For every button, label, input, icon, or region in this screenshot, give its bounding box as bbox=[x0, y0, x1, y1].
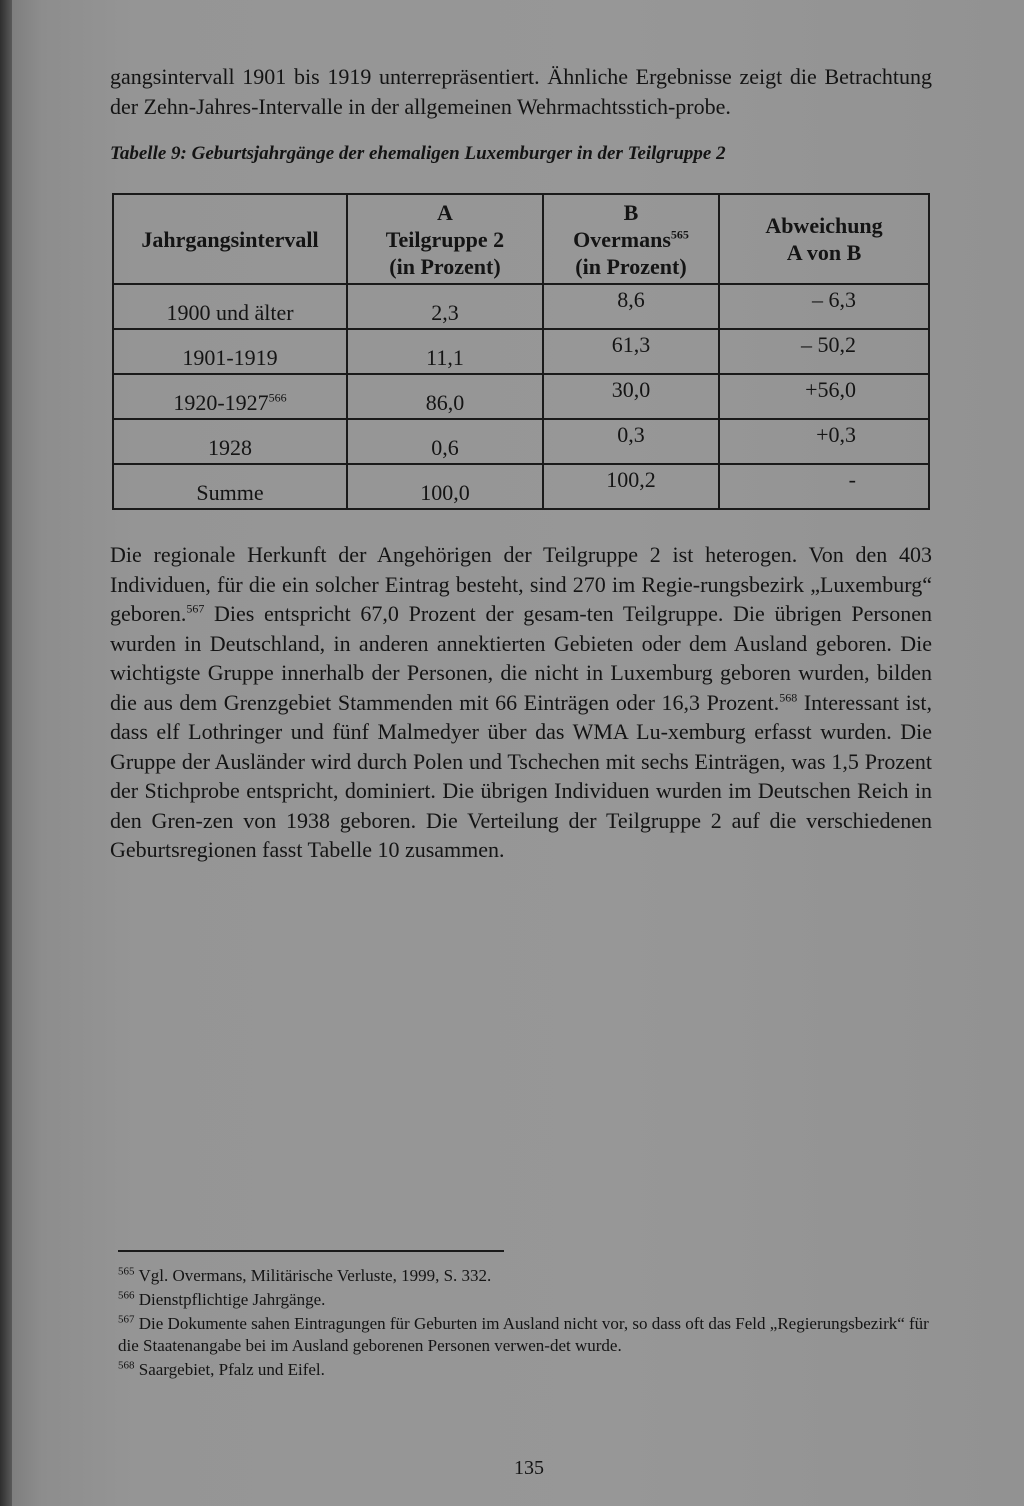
intro-paragraph: gangsintervall 1901 bis 1919 unterrepräsentiert. Ähnliche Ergebnisse zeigt die Betrachtung der Zehn-Jahres-Intervalle in der allgemeinen Wehrmachtsstich-probe. bbox=[110, 64, 932, 119]
header-interval-label: Jahrgangsintervall bbox=[141, 226, 319, 252]
header-deviation bbox=[719, 194, 929, 284]
footnote-565 bbox=[118, 1265, 930, 1287]
page-content bbox=[110, 62, 932, 865]
cell-interval bbox=[113, 329, 347, 374]
cell-interval bbox=[113, 374, 347, 419]
header-col-b-unit: (in Prozent) bbox=[575, 253, 687, 279]
interval-label: 1920-1927 bbox=[173, 390, 269, 415]
cell-col-b: 8,6 bbox=[543, 284, 719, 329]
interval-label: Summe bbox=[196, 480, 264, 505]
header-interval bbox=[113, 194, 347, 284]
table-header-row bbox=[113, 194, 929, 284]
footnote-number: 565 bbox=[118, 1265, 135, 1278]
footnote-ref-566: 566 bbox=[268, 390, 287, 405]
footnote-text: Dienstpflichtige Jahrgänge. bbox=[134, 1290, 326, 1309]
footnote-divider bbox=[118, 1250, 504, 1252]
book-gutter bbox=[0, 0, 12, 1506]
cell-col-a: 0,6 bbox=[347, 419, 543, 464]
footnote-number: 566 bbox=[118, 1289, 135, 1302]
cell-interval bbox=[113, 419, 347, 464]
cell-col-a: 2,3 bbox=[347, 284, 543, 329]
header-col-b bbox=[543, 194, 719, 284]
table-row-total bbox=[113, 464, 929, 509]
footnote-566 bbox=[118, 1289, 930, 1311]
table-row bbox=[113, 329, 929, 374]
cell-deviation: – 6,3 bbox=[719, 284, 929, 329]
footnotes bbox=[118, 1265, 930, 1383]
cell-col-b: 30,0 bbox=[543, 374, 719, 419]
header-col-b-name: Overmans bbox=[573, 226, 671, 252]
interval-label: 1928 bbox=[208, 435, 252, 460]
table-row bbox=[113, 419, 929, 464]
footnote-567 bbox=[118, 1313, 930, 1357]
cell-deviation: - bbox=[719, 464, 929, 509]
footnote-text: Saargebiet, Pfalz und Eifel. bbox=[134, 1360, 325, 1379]
cell-interval bbox=[113, 464, 347, 509]
interval-label: 1900 und älter bbox=[166, 300, 294, 325]
cell-col-a: 100,0 bbox=[347, 464, 543, 509]
footnote-568 bbox=[118, 1359, 930, 1381]
cell-deviation: +56,0 bbox=[719, 374, 929, 419]
footnote-text: Die Dokumente sahen Eintragungen für Geburten im Ausland nicht vor, so dass oft das Feld „Regierungsbezirk“ für die Staatenangabe bei im Ausland geborenen Personen verwen-det wurde. bbox=[118, 1314, 929, 1355]
footnote-number: 567 bbox=[118, 1313, 135, 1326]
table-row bbox=[113, 374, 929, 419]
header-col-a-name: Teilgruppe 2 bbox=[385, 226, 505, 252]
footnote-ref-568: 568 bbox=[779, 690, 798, 705]
cell-col-b: 0,3 bbox=[543, 419, 719, 464]
cell-col-a: 86,0 bbox=[347, 374, 543, 419]
footnote-number: 568 bbox=[118, 1359, 135, 1372]
header-deviation-line1: Abweichung bbox=[765, 213, 883, 238]
header-col-a-letter: A bbox=[437, 199, 453, 225]
header-col-a bbox=[347, 194, 543, 284]
footnote-text: Vgl. Overmans, Militärische Verluste, 1999, S. 332. bbox=[134, 1266, 492, 1285]
header-deviation-line2: A von B bbox=[786, 240, 862, 265]
footnote-ref-565: 565 bbox=[670, 227, 689, 242]
body-text-part2: Dies entspricht 67,0 Prozent der gesam-ten Teilgruppe. Die übrigen Personen wurden in Deutschland, in anderen annektierten Gebieten oder dem Ausland geboren. Die wichtigste Gruppe innerhalb der Personen, die nicht in Luxemburg geboren wurden, bilden die aus dem Grenzgebiet Stammenden mit 66 Einträgen oder 16,3 Prozent. bbox=[110, 601, 932, 715]
body-text-part3: Interessant ist, dass elf Lothringer und fünf Malmedyer über das WMA Lu-xemburg erfasst wurden. Die Gruppe der Ausländer wird durch Polen und Tschechen mit sechs Einträgen, was 1,5 Prozent der Stichprobe entspricht, dominiert. Die übrigen Individuen wurden im Deutschen Reich in den Gren-zen von 1938 geboren. Die Verteilung der Teilgruppe 2 auf die verschiedenen Geburtsregionen fasst Tabelle 10 zusammen. bbox=[110, 689, 932, 862]
body-paragraph bbox=[110, 540, 932, 865]
birth-cohort-table bbox=[112, 193, 930, 510]
cell-col-b: 61,3 bbox=[543, 329, 719, 374]
table-row bbox=[113, 284, 929, 329]
header-col-b-letter: B bbox=[623, 199, 639, 225]
page-number: 135 bbox=[514, 1457, 544, 1479]
interval-label: 1901-1919 bbox=[182, 345, 278, 370]
cell-deviation: +0,3 bbox=[719, 419, 929, 464]
header-col-a-unit: (in Prozent) bbox=[389, 253, 501, 279]
cell-deviation: – 50,2 bbox=[719, 329, 929, 374]
table-caption: Tabelle 9: Geburtsjahrgänge der ehemaligen Luxemburger in der Teilgruppe 2 bbox=[110, 143, 726, 164]
cell-col-a: 11,1 bbox=[347, 329, 543, 374]
body-text-part1: Die regionale Herkunft der Angehörigen der Teilgruppe 2 ist heterogen. Von den 403 Individuen, für die ein solcher Eintrag besteht, sind 270 im Regie-rungsbezirk „Luxemburg“ geboren. bbox=[110, 542, 932, 626]
footnote-ref-567: 567 bbox=[186, 601, 205, 616]
cell-interval bbox=[113, 284, 347, 329]
cell-col-b: 100,2 bbox=[543, 464, 719, 509]
